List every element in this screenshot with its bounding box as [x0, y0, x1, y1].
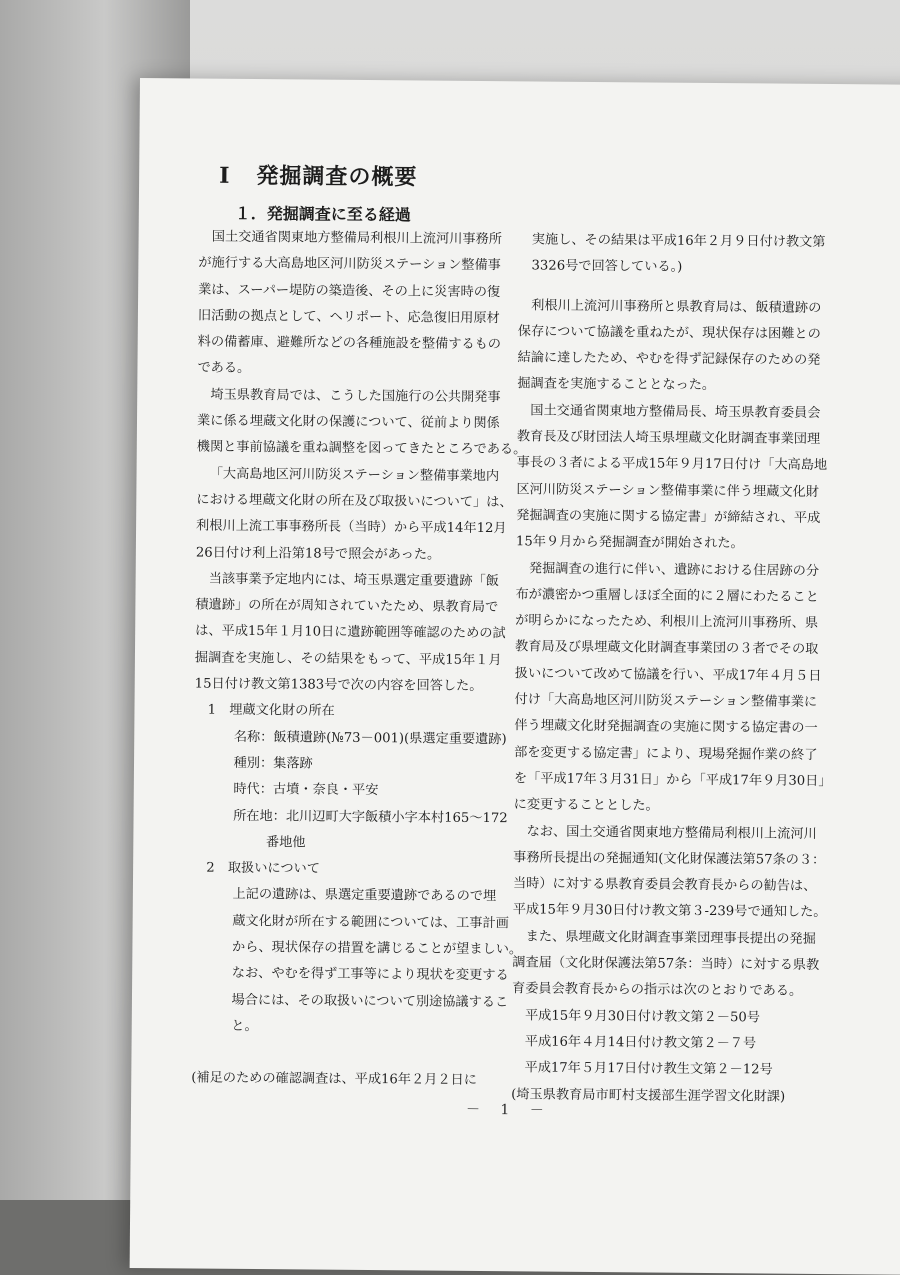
paragraph-line: 旧活動の拠点として、ヘリポート、応急復旧用原材 [197, 308, 500, 327]
paragraph-line: 業に係る埋蔵文化財の保護について、従前より関係 [196, 413, 500, 432]
paragraph-line: 埼玉県教育局では、こうした国施行の公共開発事 [210, 387, 501, 405]
left-column [191, 225, 529, 1095]
paragraph-line: 付け「大高島地区河川防災ステーション整備事業に [514, 692, 818, 710]
paragraph-line: 利根川上流工事事務所長（当時）から平成14年12月 [196, 518, 507, 537]
paragraph-line: である。 [197, 360, 251, 377]
paragraph-line: 国土交通省関東地方整備局利根川上流河川事務所 [211, 229, 502, 248]
paragraph-line: 26日付け利上沿第18号で照会があった。 [195, 545, 441, 563]
paragraph-line: 15日付け教文第1383号で次の内容を回答した。 [194, 676, 483, 695]
paragraph-line: 平成15年９月30日付け教文第３-239号で通知した。 [512, 902, 827, 921]
list-heading: 2 取扱いについて [206, 860, 320, 877]
paragraph-line: また、県埋蔵文化財調査事業団理事長提出の発掘 [525, 929, 816, 947]
paragraph-line: 掘調査を実施することとなった。 [517, 376, 716, 394]
paragraph-line: 国土交通省関東地方整備局長、埼玉県教育委員会 [530, 403, 821, 421]
paragraph-line: 育委員会教育長からの指示は次のとおりである。 [511, 981, 803, 1000]
chapter-heading [219, 159, 418, 192]
paragraph-line: 教育局及び県埋蔵文化財調査事業団の３者でその取 [514, 639, 819, 658]
paragraph-line: (補足のための確認調査は、平成16年２月２日に [191, 1070, 478, 1089]
paragraph-line: 布が濃密かつ重層しほぼ全面的に２層にわたること [515, 587, 819, 605]
list-item-continuation: 番地他 [265, 834, 306, 851]
paragraph-line: が明らかになったため、利根川上流河川事務所、県 [515, 613, 819, 632]
paragraph-line: 事長の３者による平成15年９月17日付け「大高島地 [516, 455, 828, 474]
paragraph-line: 伴う埋蔵文化財発掘調査の実施に関する協定書の一 [514, 718, 818, 737]
paragraph-line: 保存について協議を重ねたが、現状保存は困難との [517, 324, 821, 342]
notice-item: 平成16年４月14日付け教文第２－７号 [524, 1034, 757, 1052]
paragraph-line: 業は、スーパー堤防の築造後、その上に災害時の復 [198, 282, 501, 300]
paragraph-line: から、現状保存の措置を講じることが望ましい。 [231, 939, 523, 958]
list-item: 種別：集落跡 [233, 755, 313, 772]
paragraph-line: 「大高島地区河川防災ステーション整備事業地内 [209, 466, 500, 484]
paragraph-line: 料の備蓄庫、避難所などの各種施設を整備するもの [197, 334, 502, 353]
paragraph-line: 15年９月から発掘調査が開始された。 [515, 534, 744, 552]
paragraph-line: における埋蔵文化財の所在及び取扱いについて」は、 [196, 492, 513, 511]
section-heading: １．発掘調査に至る経過 [234, 203, 411, 225]
paragraph-line: 事務所長提出の発掘通知(文化財保護法第57条の３： [513, 850, 826, 868]
paragraph-line: 部を変更する協定書」により、現場発掘作業の終了 [514, 744, 818, 763]
paragraph-line: 場合には、その取扱いについて別途協議するこ [231, 992, 509, 1010]
list-item: 所在地：北川辺町大字飯積小字本村165～172 [233, 808, 508, 826]
list-heading: 1 埋蔵文化財の所在 [207, 702, 335, 720]
paragraph-line: と。 [231, 1018, 258, 1034]
paragraph-line: 機関と事前協議を重ね調整を図ってきたところである。 [196, 439, 527, 458]
paragraph-line: 結論に達したため、やむを得ず記録保存のための発 [517, 350, 821, 369]
paragraph-line: 上記の遺跡は、県選定重要遺跡であるので埋 [232, 887, 497, 905]
list-item: 時代：古墳・奈良・平安 [233, 782, 379, 799]
chapter-title: 発掘調査の概要 [256, 164, 418, 191]
paragraph-line: 掘調査を実施し、その結果をもって、平成15年１月 [194, 650, 502, 668]
paragraph-line: 積遺跡」の所在が周知されていたため、県教育局で [195, 597, 499, 616]
paragraph-line: 扱いについて改めて協議を行い、平成17年４月５日 [514, 666, 822, 684]
paragraph-line: は、平成15年１月10日に遺跡範囲等確認のための試 [195, 623, 506, 642]
page-number: － 1 － [465, 1101, 552, 1119]
paragraph-line: 発掘調査の実施に関する協定書」が締結され、平成 [516, 508, 821, 526]
paragraph-line: 利根川上流河川事務所と県教育局は、飯積遺跡の [531, 298, 822, 316]
paragraph-line: に変更することとした。 [513, 797, 659, 814]
paragraph-line: 当時）に対する県教育委員会教育長からの勧告は、 [512, 876, 817, 895]
paragraph-line: を「平成17年３月31日」から「平成17年９月30日」 [513, 771, 832, 789]
notice-item: 平成17年５月17日付け教生文第２－12号 [524, 1060, 773, 1078]
right-column [511, 227, 849, 1111]
chapter-number: I [219, 162, 231, 189]
paragraph-line: なお、やむを得ず工事等により現状を変更する [231, 966, 509, 984]
paragraph-line: なお、国土交通省関東地方整備局利根川上流河川 [526, 823, 817, 842]
paragraph-line: 発掘調査の進行に伴い、遺跡における住居跡の分 [528, 560, 820, 579]
notice-item: 平成15年９月30日付け教文第２－50号 [524, 1008, 761, 1026]
paragraph-line: が施行する大高島地区河川防災ステーション整備事 [198, 255, 501, 274]
document-page [130, 78, 900, 1275]
list-item: 名称：飯積遺跡(№73－001)(県選定重要遺跡) [233, 729, 507, 747]
paragraph-line: 実施し、その結果は平成16年２月９日付け教文第 [531, 232, 826, 250]
paragraph-line: 教育長及び財団法人埼玉県埋蔵文化財調査事業団理 [516, 429, 821, 448]
paragraph-line: 当該事業予定地内には、埼玉県選定重要遺跡「飯 [208, 571, 499, 590]
paragraph-line: 調査届（文化財保護法第57条：当時）に対する県教 [512, 955, 820, 973]
paragraph-line: 蔵文化財が所在する範囲については、工事計画 [232, 913, 509, 931]
paragraph-line: 3326号で回答している。) [531, 258, 683, 276]
paragraph-line: 区河川防災ステーション整備事業に伴う埋蔵文化財 [516, 481, 820, 500]
signature-line: (埼玉県教育局市町村支援部生涯学習文化財課) [511, 1086, 786, 1105]
